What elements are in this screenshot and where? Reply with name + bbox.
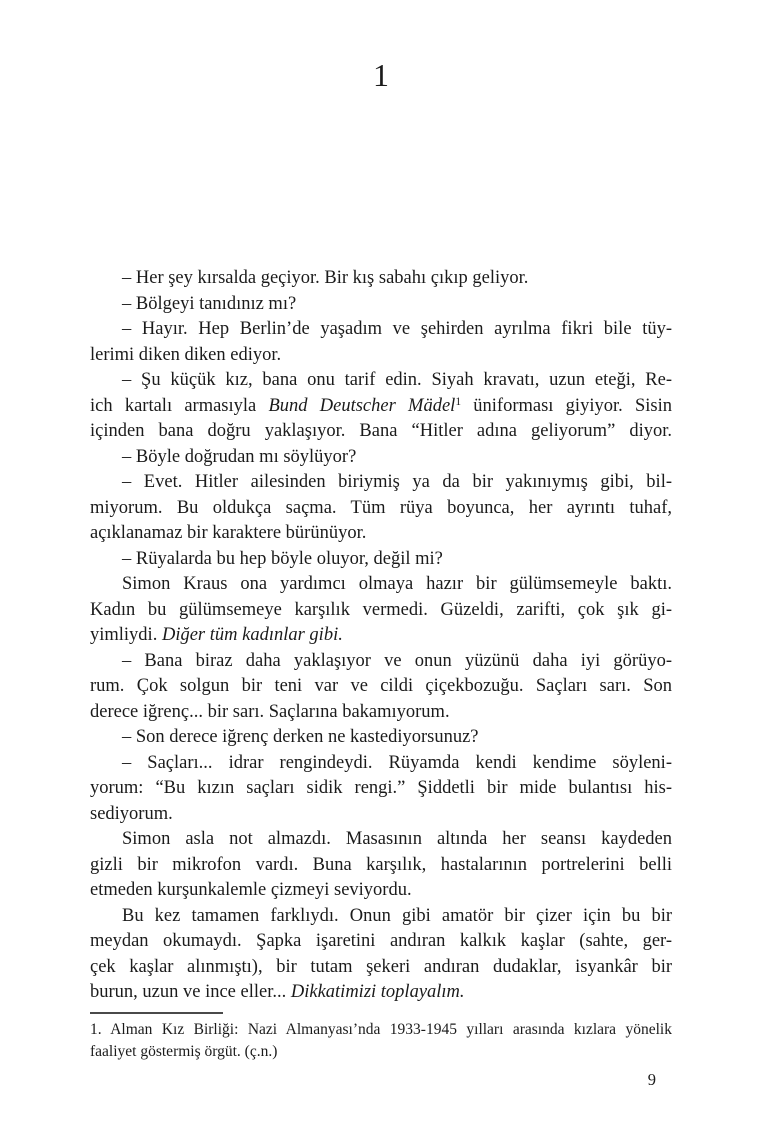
text-segment: sediyorum. [90,803,173,824]
text-segment: miyorum. Bu oldukça saçma. Tüm rüya boyunca, her ayrıntı tuhaf, [90,497,672,518]
body-line [90,394,672,420]
body-line [90,419,672,445]
body-line [90,853,672,879]
body-line [90,292,672,318]
text-segment: rum. Çok solgun bir teni var ve cildi çiçekbozuğu. Saçları sarı. Son [90,676,672,696]
text-segment: Simon asla not almazdı. Masasının altında her seansı kaydeden [122,829,672,849]
text-segment: etmeden kurşunkalemle çizmeyi seviyordu. [90,880,412,900]
footnote-marker: 1 [455,396,462,409]
footnote-line: 1. Alman Kız Birliği: Nazi Almanyası’nda 1933-1945 yılları arasında kızlara yönelik [90,1021,672,1038]
body-line [90,343,672,369]
text-segment: – Böyle doğrudan mı söylüyor? [122,446,357,467]
body-line [90,368,672,394]
body-line [90,445,672,471]
text-segment: ich kartalı armasıyla [90,395,269,416]
text-segment: yorum: “Bu kızın saçları sidik rengi.” Şiddetli bir mide bulantısı his- [90,778,672,798]
text-segment: – Bana biraz daha yaklaşıyor ve onun yüzünü daha iyi görüyo- [122,650,672,671]
body-line [90,266,672,292]
body-line [90,623,672,649]
body-text [90,266,672,1006]
text-segment: derece iğrenç... bir sarı. Saçlarına bakamıyorum. [90,701,450,722]
body-line [90,929,672,955]
text-segment: üniforması giyiyor. Sisin [461,395,672,416]
body-line [90,725,672,751]
body-line [90,598,672,624]
body-line [90,878,672,904]
text-segment: meydan okumaydı. Şapka işaretini andıran kalkık kaşlar (sahte, ger- [90,931,672,951]
text-segment: – Şu küçük kız, bana onu tarif edin. Siyah kravatı, uzun eteği, Re- [122,370,672,390]
body-line [90,547,672,573]
text-segment: gizli bir mikrofon vardı. Buna karşılık, hastalarının portrelerini belli [90,854,672,875]
text-segment: – Son derece iğrenç derken ne kastediyorsunuz? [122,727,479,747]
text-segment: – Rüyalarda bu hep böyle oluyor, değil mi? [122,548,443,569]
text-segment: Dikkatimizi toplayalım. [290,982,465,1002]
text-segment: içinden bana doğru yaklaşıyor. Bana “Hitler adına geliyorum” diyor. [90,421,672,441]
footnote-line: faaliyet göstermiş örgüt. (ç.n.) [90,1042,278,1060]
text-segment: açıklanamaz bir karaktere bürünüyor. [90,523,367,543]
body-line [90,827,672,853]
body-line [90,904,672,930]
body-line [90,955,672,981]
body-line [90,317,672,343]
footnote-separator [90,1012,223,1014]
body-line [90,649,672,675]
text-segment: – Saçları... idrar rengindeydi. Rüyamda kendi kendime söyleni- [122,752,672,773]
text-segment: lerimi diken diken ediyor. [90,344,282,365]
body-line [90,776,672,802]
text-segment: – Her şey kırsalda geçiyor. Bir kış sabahı çıkıp geliyor. [122,268,529,288]
text-segment: – Hayır. Hep Berlin’de yaşadım ve şehirden ayrılma fikri bile tüy- [122,319,672,339]
text-segment: Kadın bu gülümsemeye karşılık vermedi. Güzeldi, zarifti, çok şık gi- [90,599,672,620]
body-line [90,521,672,547]
body-line [90,572,672,598]
text-segment: yimliydi. [90,625,162,645]
body-line [90,470,672,496]
text-segment: Diğer tüm kadınlar gibi. [161,625,343,645]
text-segment: çek kaşlar alınmıştı), bir tutam şekeri andıran dudaklar, isyankâr bir [90,956,672,977]
body-line [90,751,672,777]
chapter-number: 1 [373,57,389,93]
body-line [90,496,672,522]
text-segment: Simon Kraus ona yardımcı olmaya hazır bir gülümsemeyle baktı. [122,574,672,594]
page-number: 9 [647,1070,656,1089]
body-line [90,700,672,726]
text-segment: Bund Deutscher Mädel [268,395,456,416]
body-line [90,980,672,1006]
text-segment: Bu kez tamamen farklıydı. Onun gibi amatör bir çizer için bu bir [122,905,672,926]
text-segment: – Bölgeyi tanıdınız mı? [122,293,297,314]
body-line [90,802,672,828]
footnote [90,1019,672,1062]
body-line [90,674,672,700]
text-segment: burun, uzun ve ince eller... [90,982,291,1002]
text-segment: – Evet. Hitler ailesinden biriymiş ya da bir yakınıymış gibi, bil- [122,472,672,492]
